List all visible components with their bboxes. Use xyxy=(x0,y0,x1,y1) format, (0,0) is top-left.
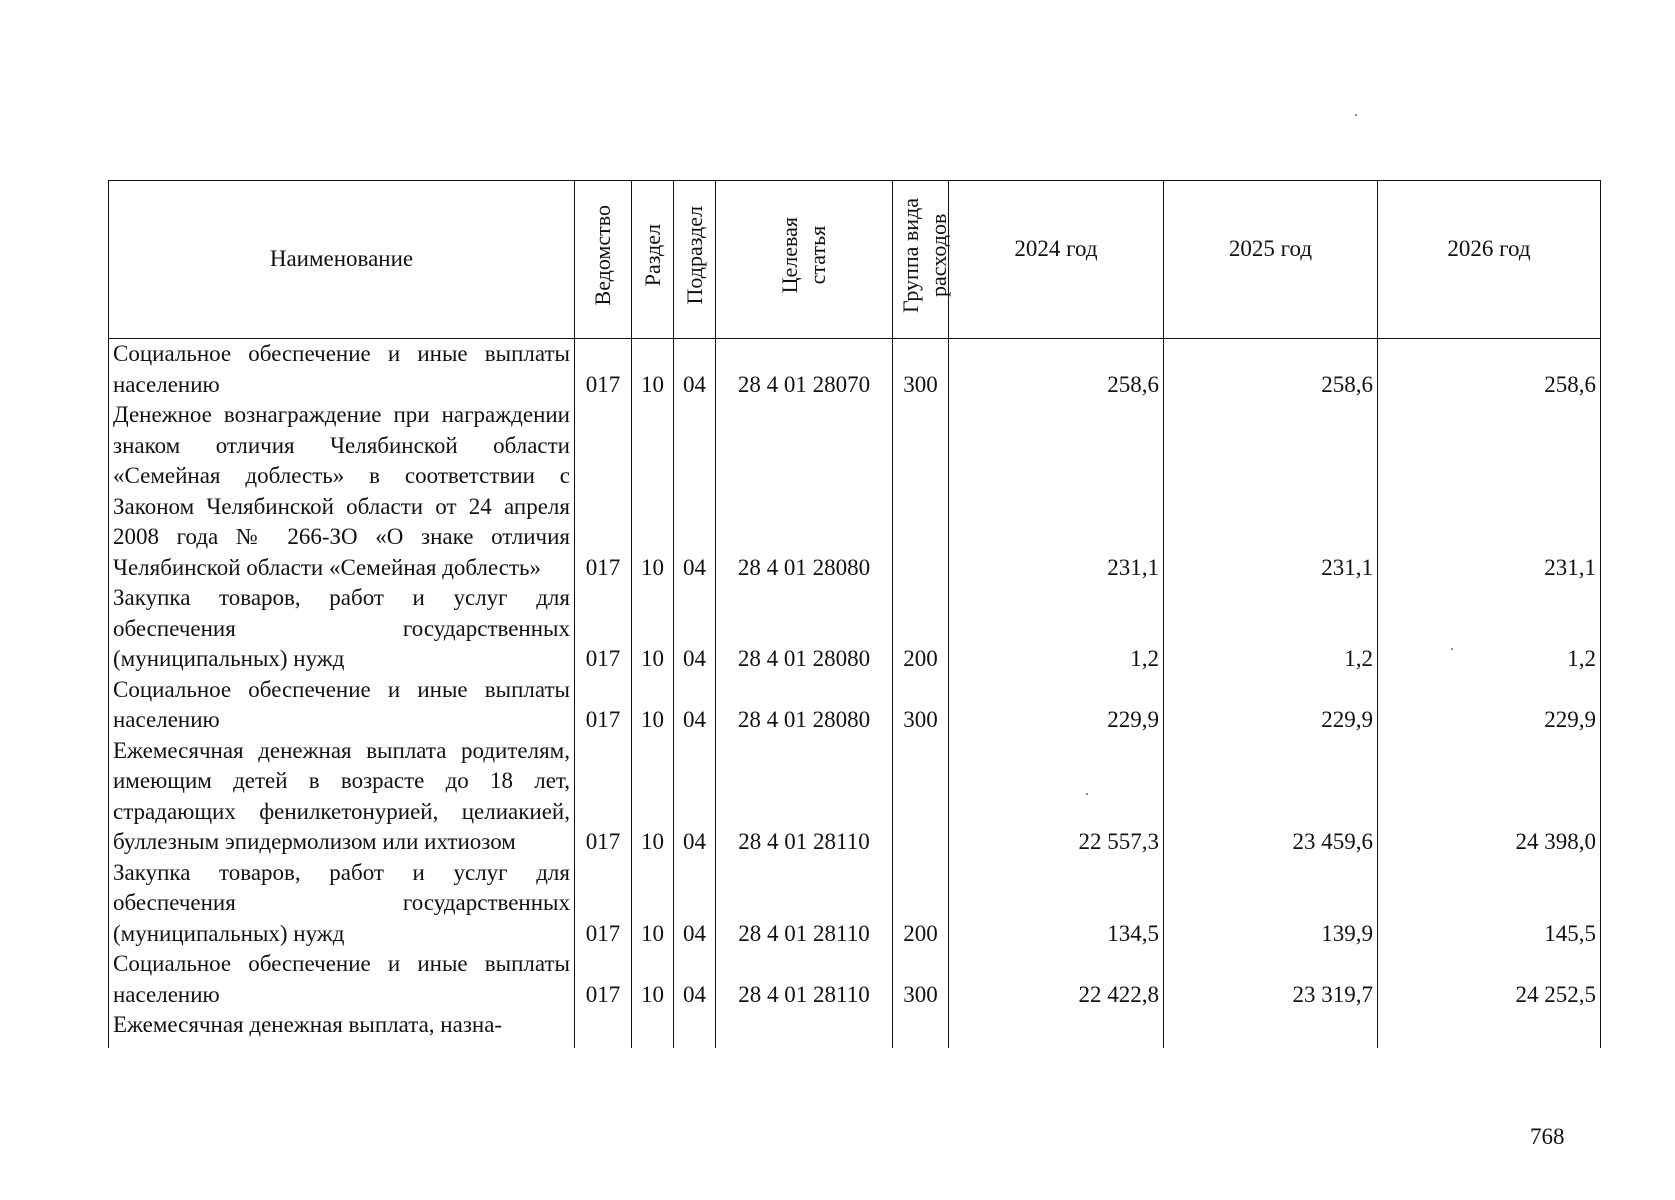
header-year-2024: 2024 год xyxy=(949,181,1164,339)
row-value-2025: 231,1 xyxy=(1164,400,1378,583)
row-name: Социальное обеспечение и иные выплаты населению xyxy=(109,339,575,401)
header-razdel: Раздел xyxy=(632,181,674,339)
row-target-article: 28 4 01 28080 xyxy=(716,675,893,736)
row-name: Денежное вознаграждение при награждении знаком отличия Челябинской области «Семейная доблесть» в соответствии с Законом Челябинской области от 24 апреля 2008 года № 266-ЗО «О знаке отличия Челябинской области «Семейная доблесть» xyxy=(109,400,575,583)
row-razdel: 10 xyxy=(632,675,674,736)
row-razdel: 10 xyxy=(632,949,674,1010)
row-vedomstvo: 017 xyxy=(575,675,632,736)
row-target-article: 28 4 01 28110 xyxy=(716,736,893,858)
table-row xyxy=(109,949,1601,1010)
row-target-article: 28 4 01 28070 xyxy=(716,339,893,401)
row-value-2025: 139,9 xyxy=(1164,858,1378,950)
row-razdel: 10 xyxy=(632,736,674,858)
row-value-2024: 229,9 xyxy=(949,675,1164,736)
header-vedomstvo: Ведомство xyxy=(575,181,632,339)
row-value-2024: 258,6 xyxy=(949,339,1164,401)
header-name: Наименование xyxy=(109,181,575,339)
row-target-article xyxy=(716,1010,893,1048)
scan-speck xyxy=(1355,114,1357,116)
row-podrazdel: 04 xyxy=(674,583,716,675)
row-value-2025: 23 459,6 xyxy=(1164,736,1378,858)
header-row xyxy=(109,181,1601,339)
row-target-article: 28 4 01 28110 xyxy=(716,858,893,950)
header-target-article: Целевая статья xyxy=(716,181,893,339)
row-razdel: 10 xyxy=(632,583,674,675)
table-row xyxy=(109,339,1601,401)
row-expense-group: 300 xyxy=(893,949,949,1010)
row-target-article: 28 4 01 28080 xyxy=(716,583,893,675)
header-expense-group: Группа вида расходов xyxy=(893,181,949,339)
row-expense-group: 300 xyxy=(893,339,949,401)
row-value-2024: 231,1 xyxy=(949,400,1164,583)
row-podrazdel: 04 xyxy=(674,858,716,950)
row-value-2024: 22 422,8 xyxy=(949,949,1164,1010)
row-expense-group xyxy=(893,1010,949,1048)
row-value-2024: 22 557,3 xyxy=(949,736,1164,858)
row-razdel xyxy=(632,1010,674,1048)
row-podrazdel xyxy=(674,1010,716,1048)
scan-speck xyxy=(1451,648,1453,650)
row-value-2026: 1,2 xyxy=(1378,583,1601,675)
row-target-article: 28 4 01 28080 xyxy=(716,400,893,583)
row-value-2025: 23 319,7 xyxy=(1164,949,1378,1010)
row-value-2026: 145,5 xyxy=(1378,858,1601,950)
row-vedomstvo: 017 xyxy=(575,400,632,583)
header-year-2026: 2026 год xyxy=(1378,181,1601,339)
row-razdel: 10 xyxy=(632,339,674,401)
row-value-2026: 24 252,5 xyxy=(1378,949,1601,1010)
row-value-2025: 1,2 xyxy=(1164,583,1378,675)
row-value-2026: 258,6 xyxy=(1378,339,1601,401)
row-name: Ежемесячная денежная выплата родителям, имеющим детей в возрасте до 18 лет, страдающих фенилкетонурией, целиакией, буллезным эпидермолизом или ихтиозом xyxy=(109,736,575,858)
row-expense-group: 200 xyxy=(893,583,949,675)
row-name: Социальное обеспечение и иные выплаты населению xyxy=(109,949,575,1010)
row-razdel: 10 xyxy=(632,858,674,950)
row-razdel: 10 xyxy=(632,400,674,583)
row-vedomstvo: 017 xyxy=(575,583,632,675)
row-value-2026: 229,9 xyxy=(1378,675,1601,736)
row-value-2026 xyxy=(1378,1010,1601,1048)
row-value-2026: 231,1 xyxy=(1378,400,1601,583)
row-value-2025: 229,9 xyxy=(1164,675,1378,736)
row-expense-group xyxy=(893,400,949,583)
row-value-2026: 24 398,0 xyxy=(1378,736,1601,858)
row-name: Социальное обеспечение и иные выплаты населению xyxy=(109,675,575,736)
row-name: Ежемесячная денежная выплата, назна- xyxy=(109,1010,575,1048)
table-row xyxy=(109,1010,1601,1048)
table-row xyxy=(109,400,1601,583)
budget-table xyxy=(108,180,1601,1048)
row-vedomstvo: 017 xyxy=(575,858,632,950)
header-year-2025: 2025 год xyxy=(1164,181,1378,339)
row-value-2024 xyxy=(949,1010,1164,1048)
row-vedomstvo xyxy=(575,1010,632,1048)
table-row xyxy=(109,675,1601,736)
table-row xyxy=(109,736,1601,858)
scan-speck xyxy=(1086,793,1088,795)
row-name: Закупка товаров, работ и услуг для обеспечения государственных (муниципальных) нужд xyxy=(109,583,575,675)
row-vedomstvo: 017 xyxy=(575,736,632,858)
row-value-2024: 134,5 xyxy=(949,858,1164,950)
header-podrazdel: Подраздел xyxy=(674,181,716,339)
row-podrazdel: 04 xyxy=(674,675,716,736)
row-podrazdel: 04 xyxy=(674,400,716,583)
row-expense-group: 200 xyxy=(893,858,949,950)
row-expense-group xyxy=(893,736,949,858)
row-target-article: 28 4 01 28110 xyxy=(716,949,893,1010)
table-row xyxy=(109,858,1601,950)
row-name: Закупка товаров, работ и услуг для обеспечения государственных (муниципальных) нужд xyxy=(109,858,575,950)
row-vedomstvo: 017 xyxy=(575,339,632,401)
table-row xyxy=(109,583,1601,675)
row-podrazdel: 04 xyxy=(674,339,716,401)
row-expense-group: 300 xyxy=(893,675,949,736)
row-value-2025 xyxy=(1164,1010,1378,1048)
row-podrazdel: 04 xyxy=(674,949,716,1010)
row-value-2024: 1,2 xyxy=(949,583,1164,675)
row-value-2025: 258,6 xyxy=(1164,339,1378,401)
row-vedomstvo: 017 xyxy=(575,949,632,1010)
page-number: 768 xyxy=(1530,1124,1565,1149)
row-podrazdel: 04 xyxy=(674,736,716,858)
